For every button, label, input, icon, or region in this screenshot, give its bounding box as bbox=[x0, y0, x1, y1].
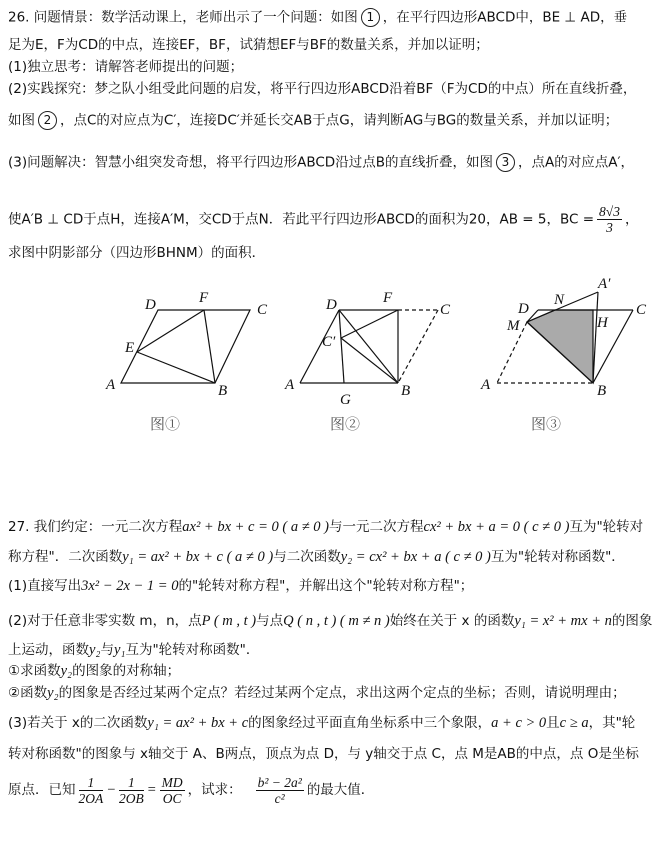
figure-1 bbox=[121, 310, 250, 383]
q27-line-3 bbox=[8, 577, 473, 595]
q27-text: 的图象经过平面直角坐标系中三个象限， bbox=[248, 715, 492, 731]
dashed-original bbox=[398, 310, 438, 383]
label-a-prime: A′ bbox=[598, 278, 611, 292]
q26-line-5 bbox=[8, 111, 618, 130]
equation: y₂ bbox=[60, 663, 73, 679]
equation: y₁ = ax² + bx + c bbox=[147, 715, 249, 731]
q27-text: 始终在关于 x 的函数 bbox=[389, 613, 515, 629]
q27-text: 的"轮转对称方程"，并解出这个"轮转对称方程"； bbox=[178, 578, 474, 594]
q27-text: 原点．已知 bbox=[8, 782, 76, 798]
operator-equals: = bbox=[146, 782, 157, 798]
label-d: D bbox=[326, 297, 337, 313]
q27-text: ①求函数 bbox=[8, 663, 61, 679]
dashed-cb bbox=[398, 310, 438, 383]
q26-line-8: 求图中阴影部分（四边形BHNM）的面积． bbox=[8, 245, 266, 261]
label-b: B bbox=[218, 383, 228, 399]
q27-text: (2)对于任意非零实数 m，n，点 bbox=[8, 613, 202, 629]
q26-line-1 bbox=[8, 8, 627, 27]
q26-text: 26. 问题情景：数学活动课上，老师出示了一个问题：如图 bbox=[8, 9, 358, 26]
q27-text: ，其"轮 bbox=[588, 715, 636, 731]
figure-1-caption: 图① bbox=[150, 417, 181, 433]
fraction-target bbox=[256, 775, 304, 806]
fraction-numerator: b² − 2a² bbox=[257, 774, 302, 790]
equation: a + c > 0 bbox=[491, 715, 547, 731]
label-a: A bbox=[285, 377, 295, 393]
fraction-denominator: c² bbox=[274, 790, 285, 806]
q27-text: 且 bbox=[546, 715, 560, 731]
label-e: E bbox=[125, 340, 135, 356]
q26-text: 使A′B ⊥ CD于点H，连接A′M，交CD于点N．若此平行四边形ABCD的面积为20，AB = 5，BC = bbox=[8, 211, 595, 228]
q27-text: 互为"轮转对 bbox=[569, 519, 644, 535]
q27-text: (1)直接写出 bbox=[8, 578, 82, 594]
q27-text: 27. 我们约定：一元二次方程 bbox=[8, 519, 183, 535]
segment-dg bbox=[339, 310, 344, 383]
fraction-denominator: 2OA bbox=[78, 790, 104, 806]
figure-2 bbox=[300, 310, 438, 383]
label-h: H bbox=[597, 315, 608, 331]
label-f: F bbox=[383, 290, 393, 306]
q27-line-10 bbox=[8, 770, 374, 810]
q27-text: 互为"轮转对称函数"． bbox=[490, 549, 625, 565]
q27-text: 与一元二次方程 bbox=[329, 519, 424, 535]
q27-text: 的图象是否经过某两个定点？若经过某两个定点，求出这两个定点的坐标；否则，请说明理由； bbox=[58, 685, 626, 701]
q27-line-5 bbox=[8, 641, 259, 659]
figure-3-caption: 图③ bbox=[531, 417, 562, 433]
q27-line-2 bbox=[8, 548, 625, 566]
q26-text: ，点C的对应点为C′，连接DC′并延长交AB于点G，请判断AG与BG的数量关系，并加以证明； bbox=[60, 112, 619, 129]
shaded-region-bhnm bbox=[527, 310, 593, 383]
label-g: G bbox=[340, 392, 351, 408]
q27-text: 上运动，函数 bbox=[8, 642, 89, 658]
segment-bf bbox=[204, 310, 215, 383]
label-m: M bbox=[507, 318, 520, 334]
fraction-numerator: 8√3 bbox=[599, 204, 620, 219]
label-d: D bbox=[518, 301, 529, 317]
q27-text: 的图象 bbox=[611, 613, 653, 629]
q27-text: 与二次函数 bbox=[273, 549, 341, 565]
segment-db bbox=[339, 310, 398, 383]
label-c: C bbox=[440, 302, 451, 318]
label-b: B bbox=[597, 383, 607, 399]
q27-line-8 bbox=[8, 714, 635, 732]
fraction-denominator: OC bbox=[162, 790, 182, 806]
figure-ref-2: 2 bbox=[38, 111, 57, 130]
q26-text: ， bbox=[624, 211, 639, 228]
label-c: C bbox=[257, 302, 268, 318]
q27-text: 互为"轮转对称函数"． bbox=[125, 642, 260, 658]
label-b: B bbox=[401, 383, 411, 399]
q27-text: 与点 bbox=[256, 613, 284, 629]
segment-be bbox=[137, 352, 215, 383]
label-d: D bbox=[145, 297, 156, 313]
label-c-prime: C′ bbox=[322, 334, 336, 350]
label-a: A bbox=[106, 377, 116, 393]
fraction-bc bbox=[597, 204, 622, 235]
q26-text: ，点A的对应点A′， bbox=[517, 154, 635, 171]
fraction-1-over-2oa bbox=[79, 775, 104, 806]
q26-line-7 bbox=[8, 204, 638, 235]
figures-panel bbox=[0, 278, 659, 448]
q26-line-6 bbox=[8, 153, 634, 172]
equation: ax² + bx + c = 0 ( a ≠ 0 ) bbox=[182, 519, 330, 535]
fraction-numerator: 1 bbox=[79, 775, 104, 791]
figure-ref-3: 3 bbox=[496, 153, 515, 172]
q27-text: 与 bbox=[100, 642, 114, 658]
figure-2-caption: 图② bbox=[330, 417, 361, 433]
equation: 3x² − 2x − 1 = 0 bbox=[81, 578, 179, 594]
q26-line-4: (2)实践探究：梦之队小组受此问题的启发，将平行四边形ABCD沿着BF（F为CD的中点）所在直线折叠， bbox=[8, 81, 637, 97]
label-f: F bbox=[199, 290, 209, 306]
q27-text: 的图象的对称轴； bbox=[72, 663, 181, 679]
figure-2-labels bbox=[284, 290, 451, 408]
q27-text: 称方程"．二次函数 bbox=[8, 549, 123, 565]
q26-text: 如图 bbox=[8, 112, 35, 129]
segment-a-prime-b bbox=[593, 292, 598, 383]
fraction-denominator: 3 bbox=[606, 220, 613, 235]
q27-line-1 bbox=[8, 518, 643, 536]
equation: y₂ bbox=[47, 685, 59, 701]
q26-text: ，在平行四边形ABCD中，BE ⊥ AD，垂 bbox=[382, 9, 628, 26]
label-a: A bbox=[481, 377, 491, 393]
q27-line-7 bbox=[8, 684, 626, 702]
fraction-1-over-2ob bbox=[119, 775, 144, 806]
q26-line-2: 足为E，F为CD的中点，连接EF，BF，试猜想EF与BF的数量关系，并加以证明； bbox=[8, 37, 489, 53]
equation: c ≥ a bbox=[559, 715, 589, 731]
segment-c-prime-b bbox=[341, 338, 398, 383]
fraction-numerator: 1 bbox=[119, 775, 144, 791]
q27-text: ，试求： bbox=[187, 782, 242, 798]
q27-line-9: 转对称函数"的图象与 x轴交于 A、B两点，顶点为点 D，与 y轴交于点 C，点 M是AB的中点，点 O是坐标 bbox=[8, 746, 639, 762]
fraction-numerator: MD bbox=[161, 774, 183, 790]
label-c: C bbox=[636, 302, 647, 318]
equation: y₁ = x² + mx + n bbox=[514, 613, 612, 629]
q27-text: ②函数 bbox=[8, 685, 48, 701]
equation: y₂ = cx² + bx + a ( c ≠ 0 ) bbox=[340, 549, 491, 565]
q27-text: 的最大值． bbox=[306, 782, 375, 798]
q27-text: (3)若关于 x的二次函数 bbox=[8, 715, 148, 731]
equation: cx² + bx + a = 0 ( c ≠ 0 ) bbox=[423, 519, 570, 535]
equation: y₁ bbox=[113, 642, 126, 658]
q27-line-6 bbox=[8, 662, 180, 680]
fraction-md-over-oc bbox=[160, 775, 185, 806]
fraction-denominator: 2OB bbox=[119, 790, 144, 806]
operator-minus: − bbox=[106, 782, 117, 798]
equation: y₁ = ax² + bx + c ( a ≠ 0 ) bbox=[122, 549, 274, 565]
q26-line-3: (1)独立思考：请解答老师提出的问题； bbox=[8, 59, 244, 75]
equation: P ( m , t ) bbox=[201, 613, 257, 629]
equation: y₂ bbox=[89, 642, 101, 658]
q26-text: (3)问题解决：智慧小组突发奇想，将平行四边形ABCD沿过点B的直线折叠，如图 bbox=[8, 154, 493, 171]
equation: Q ( n , t ) ( m ≠ n ) bbox=[283, 613, 390, 629]
figure-ref-1: 1 bbox=[361, 8, 380, 27]
q27-line-4 bbox=[8, 612, 652, 630]
label-n: N bbox=[554, 292, 565, 308]
